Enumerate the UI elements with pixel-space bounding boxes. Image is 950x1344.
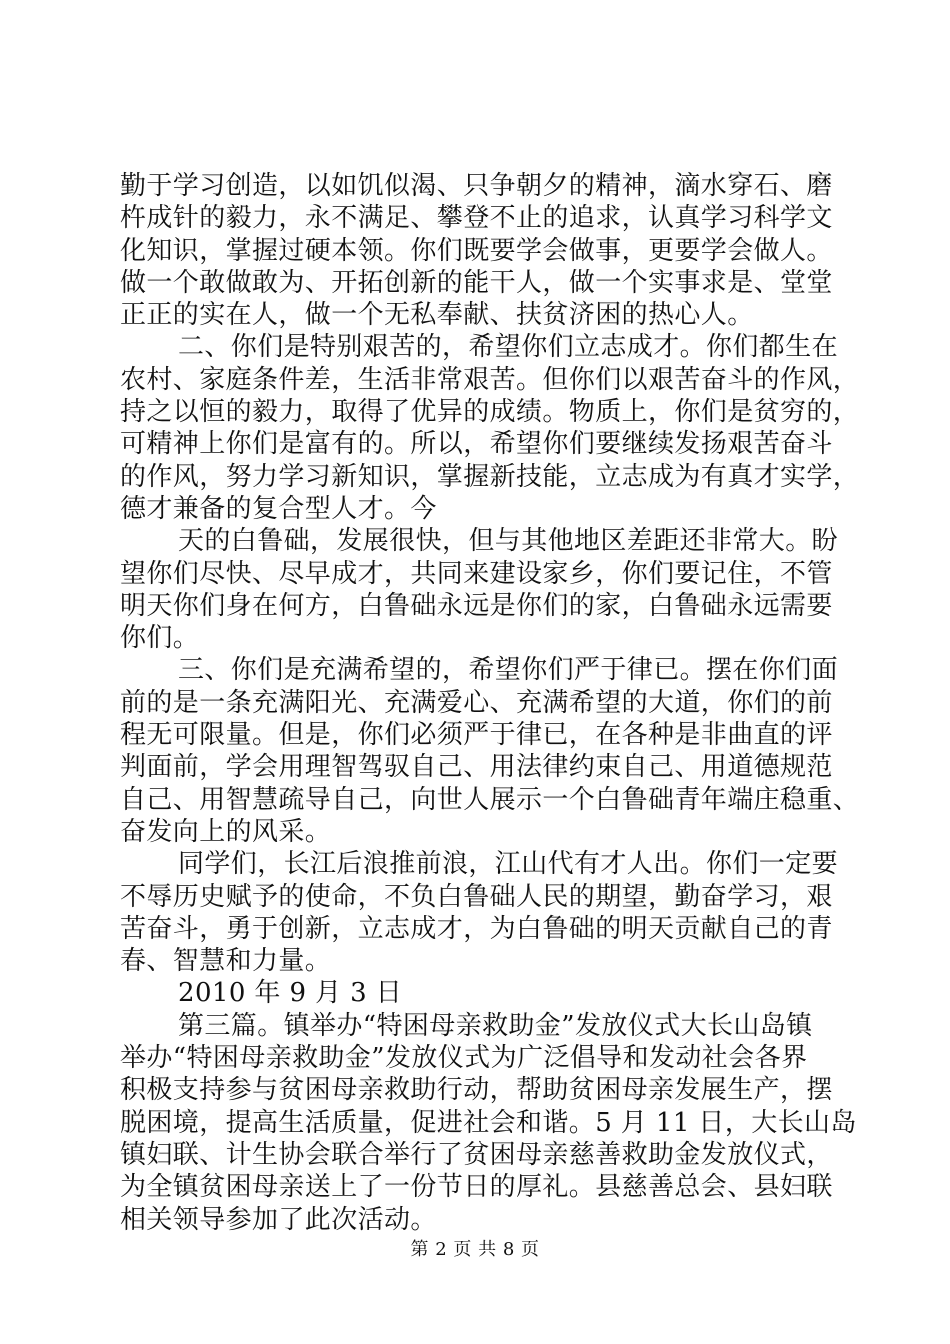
text-line: 天的白鲁础，发展很快，但与其他地区差距还非常大。盼 [178,526,839,557]
text-line: 自己、用智慧疏导自己，向世人展示一个白鲁础青年端庄稳重、 [120,784,860,815]
text-line: 奋发向上的风采。 [120,816,332,847]
text-line: 望你们尽快、尽早成才，共同来建设家乡，你们要记住，不管 [120,558,833,589]
body-text [120,170,860,1236]
text-line: 相关领导参加了此次活动。 [120,1204,437,1235]
text-line: 积极支持参与贫困母亲救助行动，帮助贫困母亲发展生产，摆 [120,1075,833,1106]
text-line: 三、你们是充满希望的，希望你们严于律已。摆在你们面 [178,655,839,686]
page-number-footer: 第 2 页 共 8 页 [410,1239,540,1260]
text-line: 你们。 [120,623,200,654]
text-line: 第三篇。镇举办“特困母亲救助金”发放仪式大长山岛镇 [178,1010,813,1041]
text-line: 勤于学习创造，以如饥似渴、只争朝夕的精神，滴水穿石、磨 [120,171,833,201]
text-line: 持之以恒的毅力，取得了优异的成绩。物质上，你们是贫穷的， [120,397,860,428]
text-line: 化知识，掌握过硬本领。你们既要学会做事，更要学会做人。 [120,235,833,266]
text-line: 镇妇联、计生协会联合举行了贫困母亲慈善救助金发放仪式， [120,1139,833,1170]
text-line: 的作风，努力学习新知识，掌握新技能，立志成为有真才实学， [120,461,860,492]
text-line: 春、智慧和力量。 [120,946,332,977]
text-line: 不辱历史赋予的使命，不负白鲁础人民的期望，勤奋学习，艰 [120,881,833,912]
text-line: 正正的实在人，做一个无私奉献、扶贫济困的热心人。 [120,300,754,331]
date-line: 2010 年 9 月 3 日 [178,978,403,1009]
text-line: 可精神上你们是富有的。所以，希望你们要继续发扬艰苦奋斗 [120,429,833,460]
text-line: 为全镇贫困母亲送上了一份节日的厚礼。县慈善总会、县妇联 [120,1172,833,1203]
text-line: 明天你们身在何方，白鲁础永远是你们的家，白鲁础永远需要 [120,590,833,621]
text-line: 做一个敢做敢为、开拓创新的能干人，做一个实事求是、堂堂 [120,267,833,298]
text-line: 苦奋斗，勇于创新，立志成才，为白鲁础的明天贡献自己的青 [120,913,833,944]
text-line: 农村、家庭条件差，生活非常艰苦。但你们以艰苦奋斗的作风， [120,364,860,395]
text-line: 举办“特困母亲救助金”发放仪式为广泛倡导和发动社会各界 [120,1043,808,1074]
text-line: 前的是一条充满阳光、充满爱心、充满希望的大道，你们的前 [120,687,833,718]
text-line: 德才兼备的复合型人才。今 [120,493,437,524]
text-line: 程无可限量。但是，你们必须严于律已，在各种是非曲直的评 [120,720,833,751]
text-line: 脱困境，提高生活质量，促进社会和谐。5 月 11 日，大长山岛 [120,1107,857,1138]
text-line: 二、你们是特别艰苦的，希望你们立志成才。你们都生在 [178,332,839,363]
text-line: 判面前，学会用理智驾驭自己、用法律约束自己、用道德规范 [120,752,833,783]
text-line: 同学们，长江后浪推前浪，江山代有才人出。你们一定要 [178,849,839,880]
text-line: 杵成针的毅力，永不满足、攀登不止的追求，认真学习科学文 [120,203,833,234]
